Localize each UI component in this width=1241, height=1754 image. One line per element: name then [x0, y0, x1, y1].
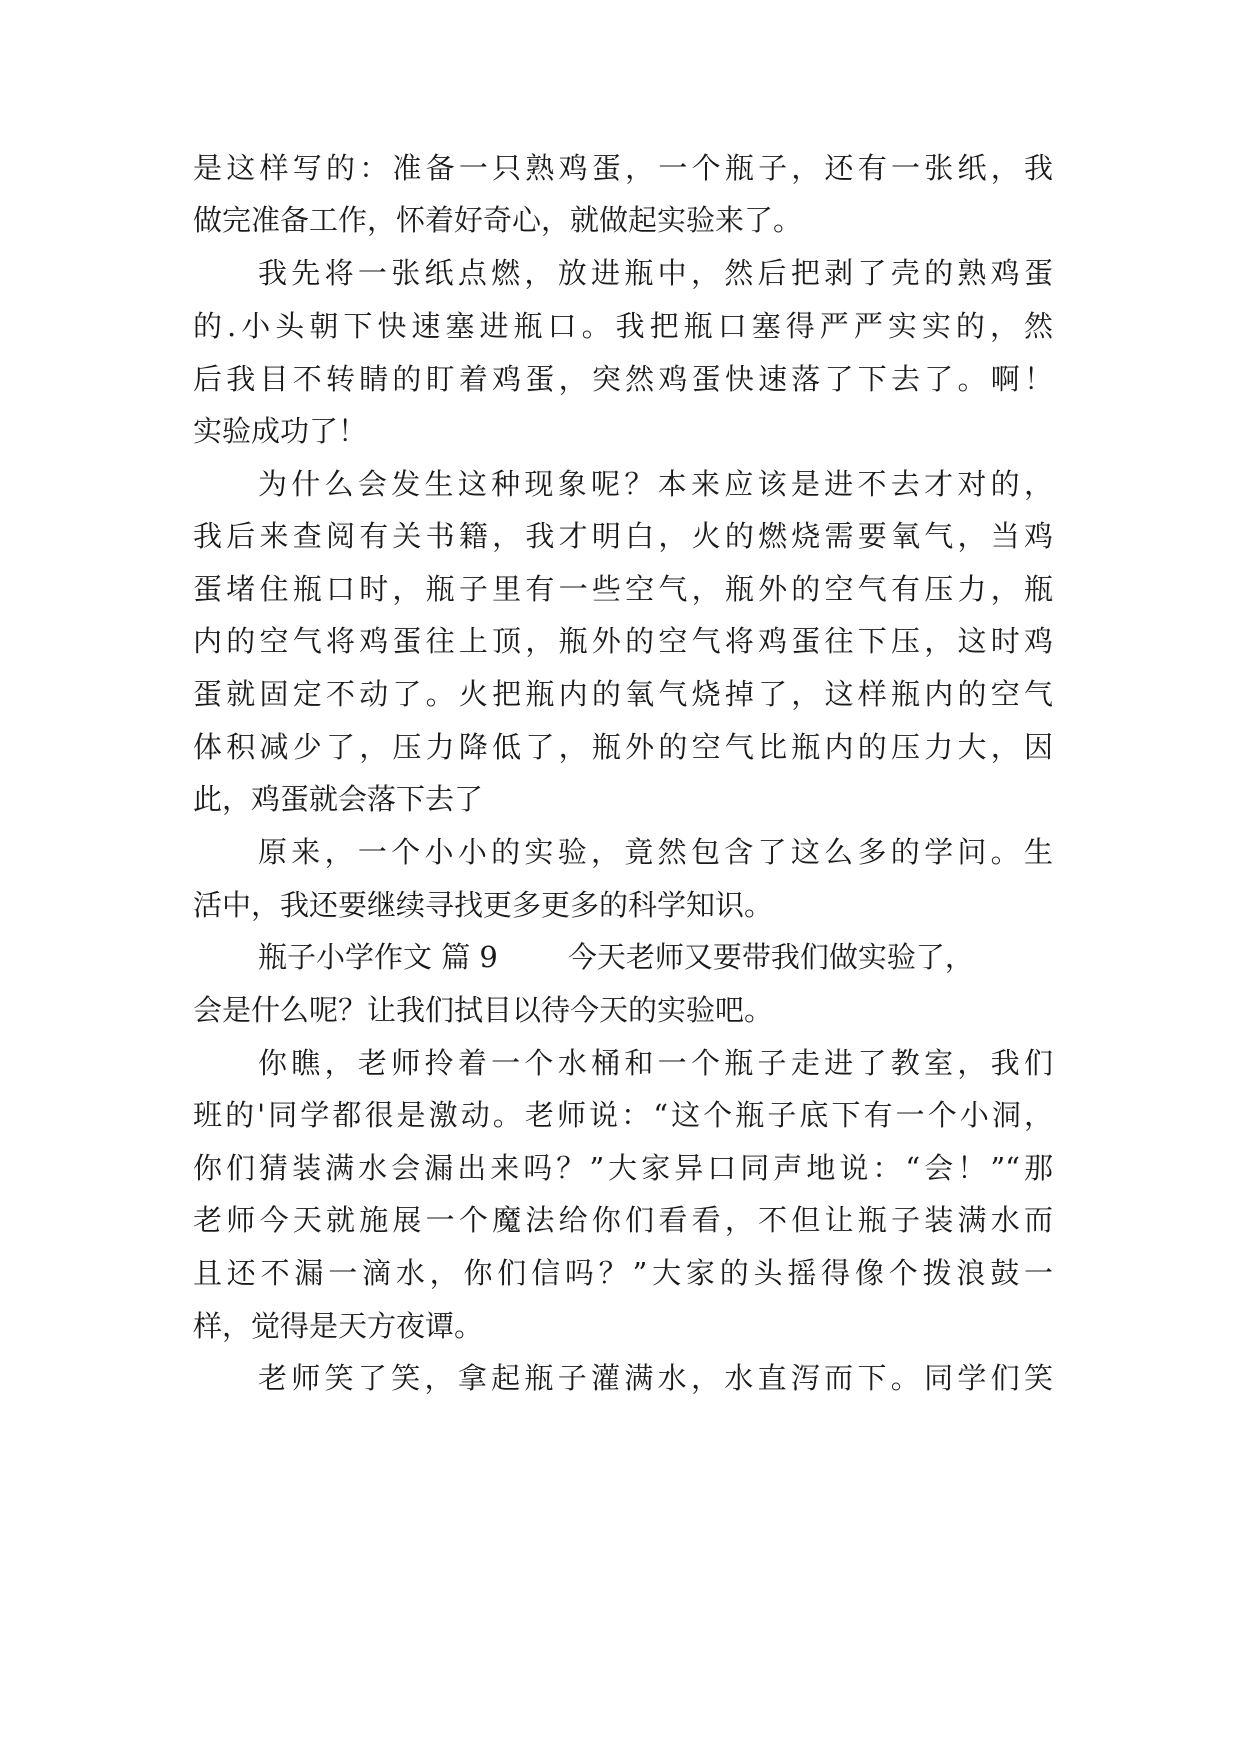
text-line: 我后来查阅有关书籍，我才明白，火的燃烧需要氧气，当鸡	[193, 519, 1053, 553]
text-line: 会是什么呢？让我们拭目以待今天的实验吧。	[193, 993, 774, 1027]
text-line: 你们猜装满水会漏出来吗？”大家异口同声地说：“会！”“那	[193, 1151, 1053, 1185]
text-line: 样，觉得是天方夜谭。	[193, 1309, 484, 1343]
text-line: 今天老师又要带我们做实验了，	[567, 940, 974, 974]
text-line: 的.小头朝下快速塞进瓶口。我把瓶口塞得严严实实的，然	[193, 309, 1053, 343]
text-line: 后我目不转睛的盯着鸡蛋，突然鸡蛋快速落了下去了。啊！	[193, 362, 1053, 396]
text-line: 老师今天就施展一个魔法给你们看看，不但让瓶子装满水而	[193, 1203, 1053, 1237]
text-line: 做完准备工作，怀着好奇心，就做起实验来了。	[193, 203, 803, 237]
text-line: 我先将一张纸点燃，放进瓶中，然后把剥了壳的熟鸡蛋	[258, 256, 1053, 290]
text-line: 实验成功了！	[193, 414, 368, 448]
text-line: 为什么会发生这种现象呢？本来应该是进不去才对的，	[258, 467, 1053, 501]
section-heading-line	[258, 937, 1053, 977]
text-line: 你瞧，老师拎着一个水桶和一个瓶子走进了教室，我们	[258, 1046, 1053, 1080]
text-line: 此，鸡蛋就会落下去了	[193, 782, 484, 816]
text-line: 体积减少了，压力降低了，瓶外的空气比瓶内的压力大，因	[193, 730, 1053, 764]
text-line: 且还不漏一滴水，你们信吗？”大家的头摇得像个拨浪鼓一	[193, 1256, 1053, 1290]
text-line: 老师笑了笑，拿起瓶子灌满水，水直泻而下。同学们笑	[258, 1361, 1053, 1395]
text-line: 内的空气将鸡蛋往上顶，瓶外的空气将鸡蛋往下压，这时鸡	[193, 624, 1053, 658]
text-line: 是这样写的：准备一只熟鸡蛋，一个瓶子，还有一张纸，我	[193, 151, 1053, 185]
text-line: 活中，我还要继续寻找更多更多的科学知识。	[193, 888, 774, 922]
section-heading: 瓶子小学作文 篇 9	[258, 940, 498, 974]
text-line: 蛋堵住瓶口时，瓶子里有一些空气，瓶外的空气有压力，瓶	[193, 572, 1053, 606]
text-line: 班的'同学都很是激动。老师说：“这个瓶子底下有一个小洞，	[193, 1098, 1053, 1132]
text-line: 蛋就固定不动了。火把瓶内的氧气烧掉了，这样瓶内的空气	[193, 677, 1053, 711]
text-line: 原来，一个小小的实验，竟然包含了这么多的学问。生	[258, 835, 1053, 869]
